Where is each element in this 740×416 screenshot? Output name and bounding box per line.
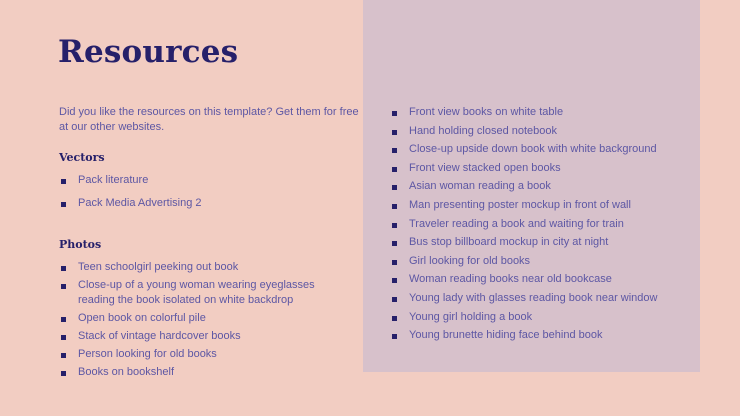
right-photo-link-10[interactable]: Woman reading books near old bookcase [390,272,690,287]
vector-link-pack-literature[interactable]: Pack literature [59,173,349,188]
right-photos-list [390,105,690,347]
right-photo-link-13[interactable]: Young brunette hiding face behind book [390,328,690,343]
right-photo-link-5[interactable]: Asian woman reading a book [390,179,690,194]
vectors-heading: Vectors [59,151,105,164]
photo-link-4[interactable]: Stack of vintage hardcover books [59,329,349,344]
right-photo-link-4[interactable]: Front view stacked open books [390,161,690,176]
vectors-list [59,173,349,219]
photo-link-6[interactable]: Books on bookshelf [59,365,349,380]
right-photo-link-1[interactable]: Front view books on white table [390,105,690,120]
photo-link-1[interactable]: Teen schoolgirl peeking out book [59,260,349,275]
right-photo-link-11[interactable]: Young lady with glasses reading book near window [390,291,690,306]
photo-link-5[interactable]: Person looking for old books [59,347,349,362]
vector-link-pack-media-advertising[interactable]: Pack Media Advertising 2 [59,196,349,211]
right-photo-link-12[interactable]: Young girl holding a book [390,310,690,325]
page-title: Resources [58,34,239,70]
right-photo-link-2[interactable]: Hand holding closed notebook [390,124,690,139]
intro-text: Did you like the resources on this template? Get them for free at our other websites. [59,106,359,133]
right-photo-link-8[interactable]: Bus stop billboard mockup in city at night [390,235,690,250]
photo-link-2[interactable]: Close-up of a young woman wearing eyeglasses reading the book isolated on white backdrop [59,278,349,308]
photo-link-3[interactable]: Open book on colorful pile [59,311,349,326]
right-photo-link-9[interactable]: Girl looking for old books [390,254,690,269]
photos-list [59,260,349,383]
right-photo-link-7[interactable]: Traveler reading a book and waiting for train [390,217,690,232]
right-photo-link-3[interactable]: Close-up upside down book with white background [390,142,690,157]
photos-heading: Photos [59,238,102,251]
right-photo-link-6[interactable]: Man presenting poster mockup in front of wall [390,198,690,213]
